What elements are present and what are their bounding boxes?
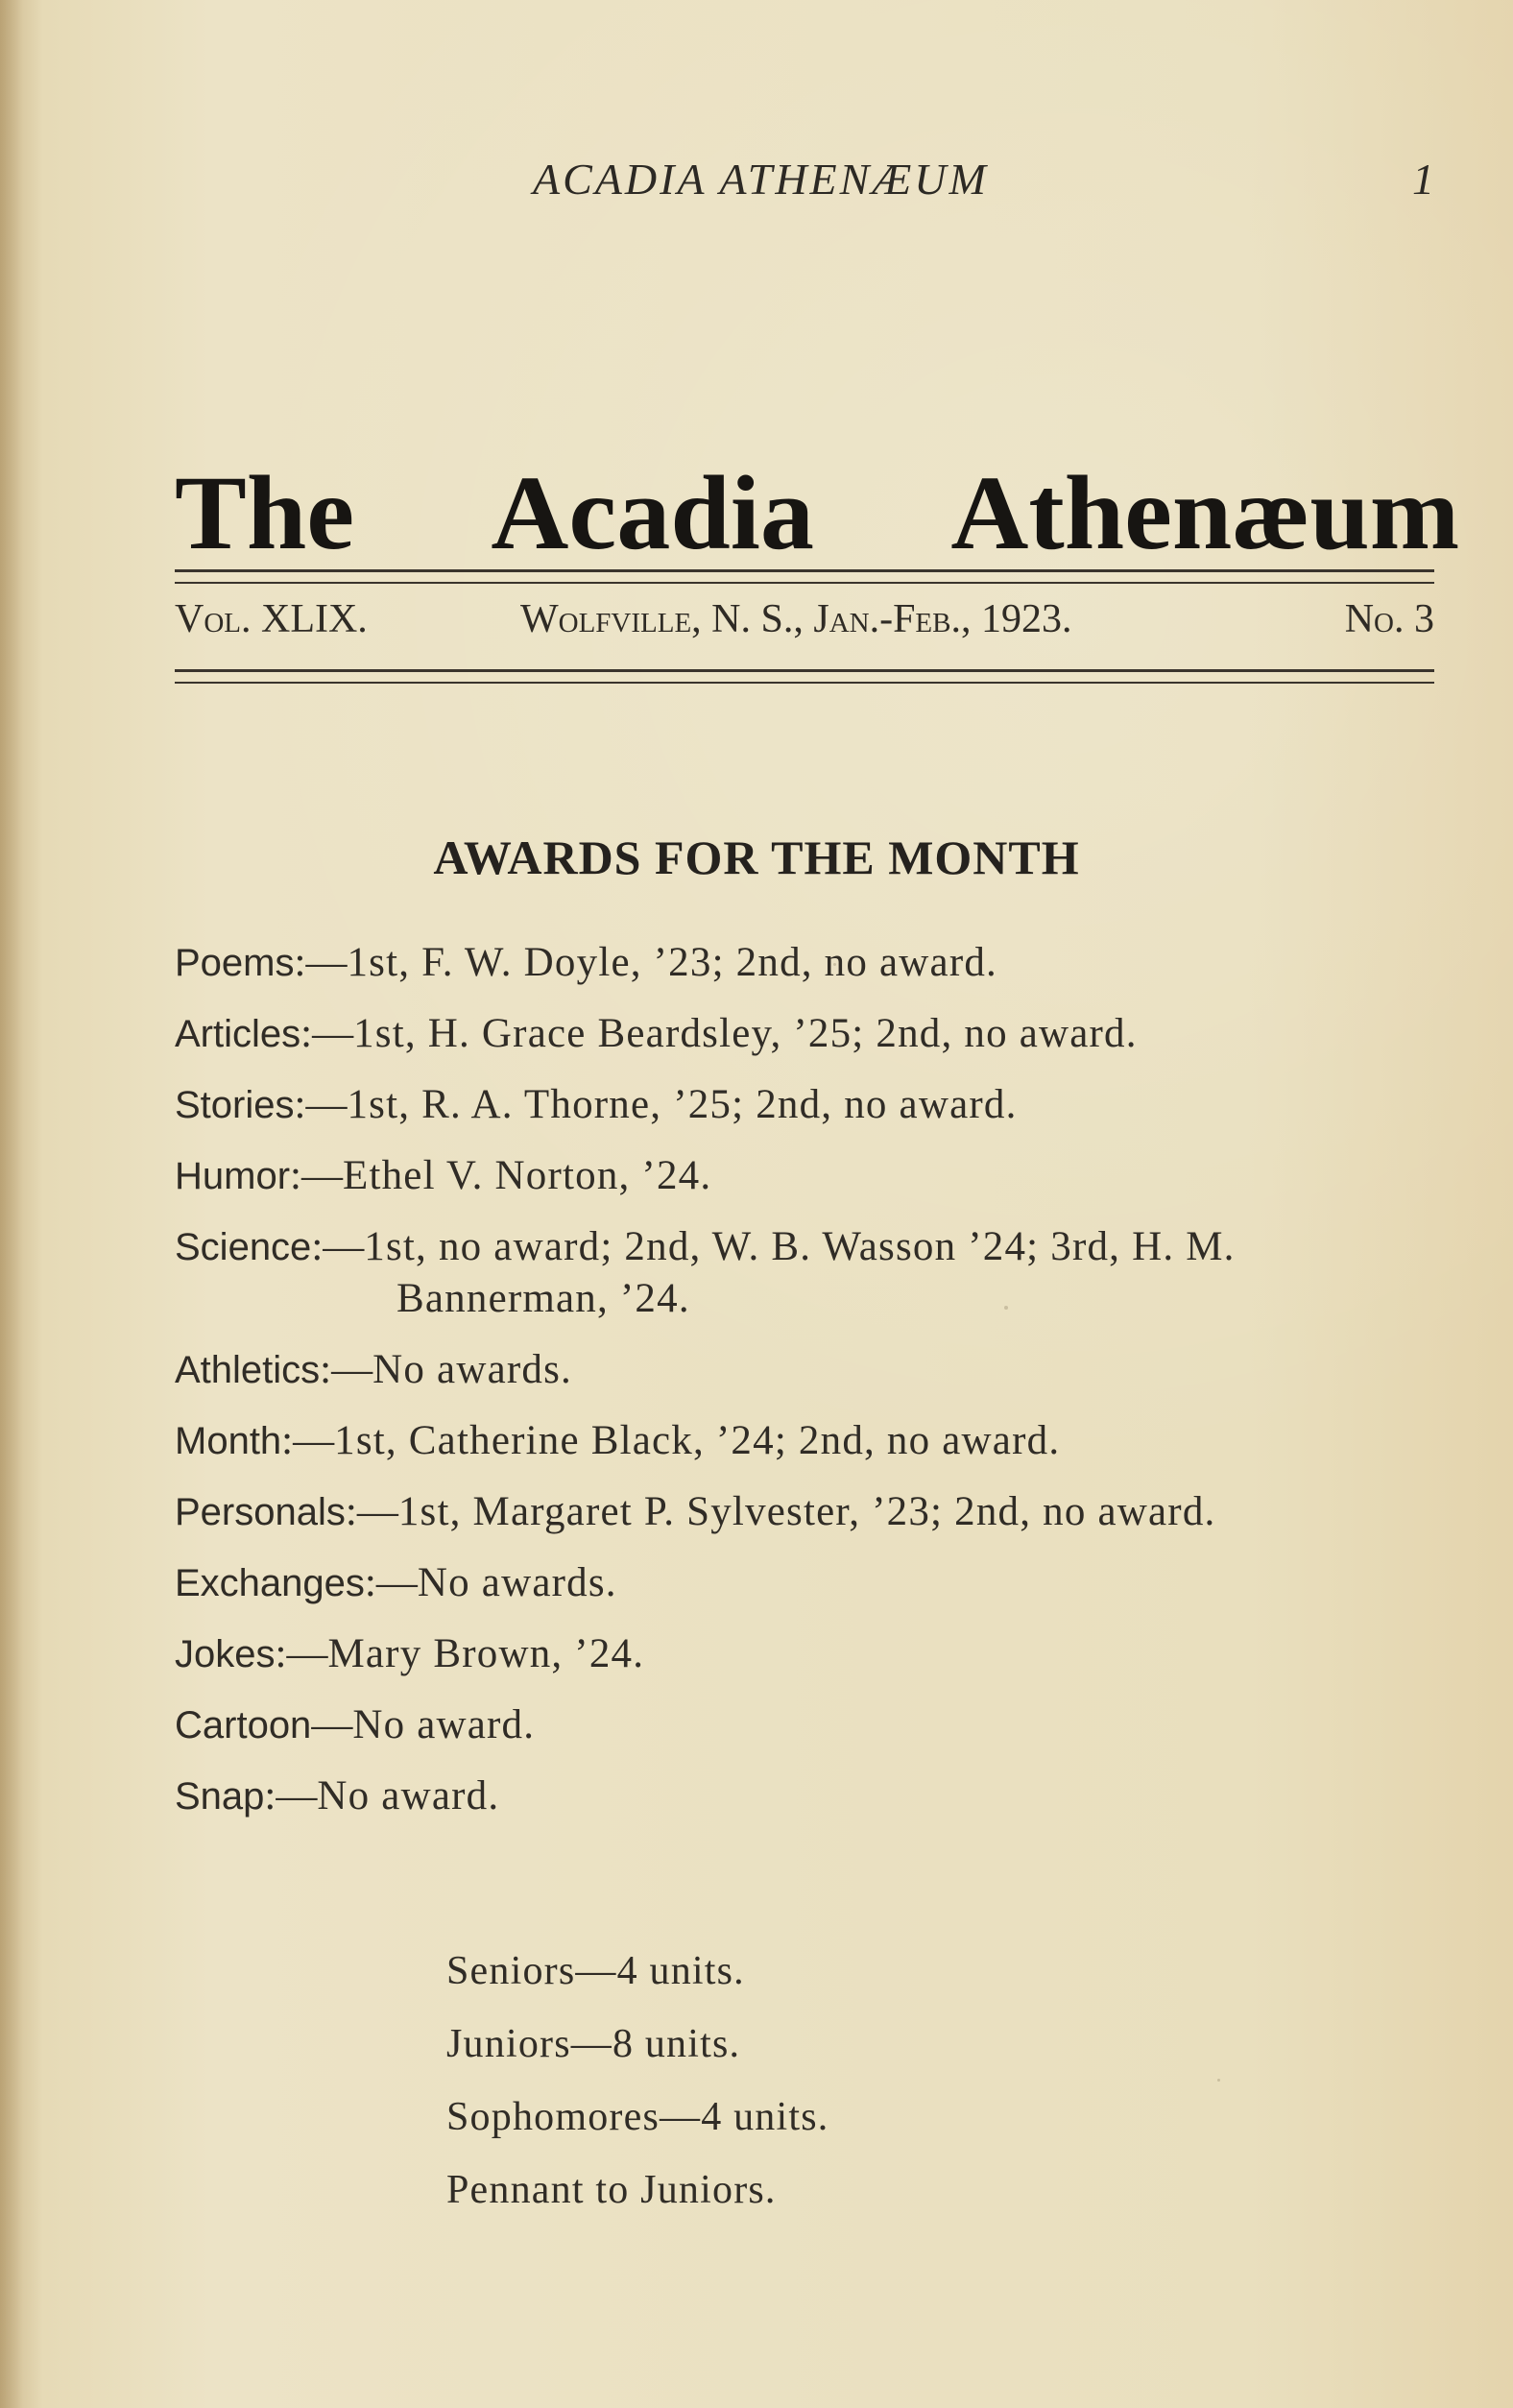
- volume-number: Vol. XLIX.: [175, 597, 368, 641]
- award-humor: [175, 1150, 1442, 1202]
- award-separator: :—: [311, 1224, 365, 1269]
- award-entry: 1st, F. W. Doyle, ’23; 2nd, no award.: [347, 940, 998, 985]
- issue-number: No. 3: [1344, 597, 1434, 641]
- award-personals: [175, 1486, 1442, 1538]
- award-exchanges: [175, 1557, 1442, 1609]
- award-category: Personals: [175, 1491, 346, 1533]
- award-entry: No awards.: [417, 1560, 617, 1605]
- award-separator: :—: [275, 1631, 328, 1676]
- award-entry: No award.: [317, 1773, 500, 1818]
- sophomores-units: Sophomores—4 units.: [446, 2095, 829, 2139]
- award-entry: Mary Brown, ’24.: [327, 1631, 645, 1676]
- award-separator: —: [311, 1702, 353, 1747]
- page-number: 1: [1412, 155, 1434, 204]
- award-entry: 1st, Catherine Black, ’24; 2nd, no award.: [334, 1418, 1061, 1463]
- award-athletics: [175, 1344, 1442, 1396]
- award-category: Articles: [175, 1013, 301, 1055]
- award-stories: [175, 1079, 1442, 1131]
- award-category: Month: [175, 1420, 282, 1462]
- award-jokes: [175, 1628, 1442, 1680]
- award-articles: [175, 1008, 1442, 1060]
- paper-speck: [833, 963, 836, 966]
- award-category: Stories: [175, 1084, 295, 1126]
- paper-speck: [1004, 1306, 1008, 1310]
- award-category: Humor: [175, 1155, 291, 1197]
- award-entry: No awards.: [372, 1347, 572, 1392]
- award-separator: :—: [320, 1347, 373, 1392]
- top-double-rule: [175, 569, 1434, 584]
- award-entry: 1st, Margaret P. Sylvester, ’23; 2nd, no award.: [397, 1489, 1216, 1534]
- award-separator: :—: [345, 1489, 398, 1534]
- award-snap: [175, 1770, 1442, 1822]
- award-entry: No award.: [352, 1702, 536, 1747]
- award-separator: :—: [264, 1773, 318, 1818]
- place-and-date: Wolfville, N. S., Jan.-Feb., 1923.: [520, 597, 1072, 641]
- bottom-double-rule: [175, 669, 1434, 684]
- award-poems: [175, 937, 1442, 989]
- award-cartoon: [175, 1699, 1442, 1751]
- award-category: Exchanges: [175, 1562, 365, 1604]
- award-entry: Ethel V. Norton, ’24.: [342, 1153, 712, 1198]
- award-separator: :—: [364, 1560, 418, 1605]
- award-category: Science: [175, 1226, 312, 1268]
- award-separator: :—: [290, 1153, 343, 1198]
- award-category: Athletics: [175, 1349, 321, 1391]
- award-separator: :—: [294, 1082, 348, 1127]
- award-category: Cartoon: [175, 1704, 312, 1746]
- award-entry: 1st, no award; 2nd, W. B. Wasson ’24; 3rd, H. M. Bannerman, ’24.: [364, 1224, 1236, 1321]
- award-category: Jokes: [175, 1633, 276, 1675]
- class-unit-summary: [446, 1935, 829, 2227]
- awards-section-title: AWARDS FOR THE MONTH: [433, 830, 1080, 884]
- pennant-result: Pennant to Juniors.: [446, 2168, 777, 2212]
- award-separator: :—: [294, 940, 348, 985]
- award-entry: 1st, H. Grace Beardsley, ’25; 2nd, no award.: [353, 1011, 1138, 1056]
- award-category: Snap: [175, 1775, 265, 1818]
- masthead-title: The Acadia Athenæum: [175, 453, 1460, 571]
- award-science: [175, 1221, 1442, 1325]
- juniors-units: Juniors—8 units.: [446, 2022, 741, 2066]
- seniors-units: Seniors—4 units.: [446, 1949, 745, 1993]
- award-entry: 1st, R. A. Thorne, ’25; 2nd, no award.: [347, 1082, 1018, 1127]
- awards-list: [175, 937, 1442, 1842]
- running-head-title: ACADIA ATHENÆUM: [533, 155, 989, 204]
- award-separator: :—: [281, 1418, 335, 1463]
- paper-speck: [1217, 2079, 1220, 2082]
- award-category: Poems: [175, 942, 295, 984]
- award-separator: :—: [300, 1011, 354, 1056]
- award-month: [175, 1415, 1442, 1467]
